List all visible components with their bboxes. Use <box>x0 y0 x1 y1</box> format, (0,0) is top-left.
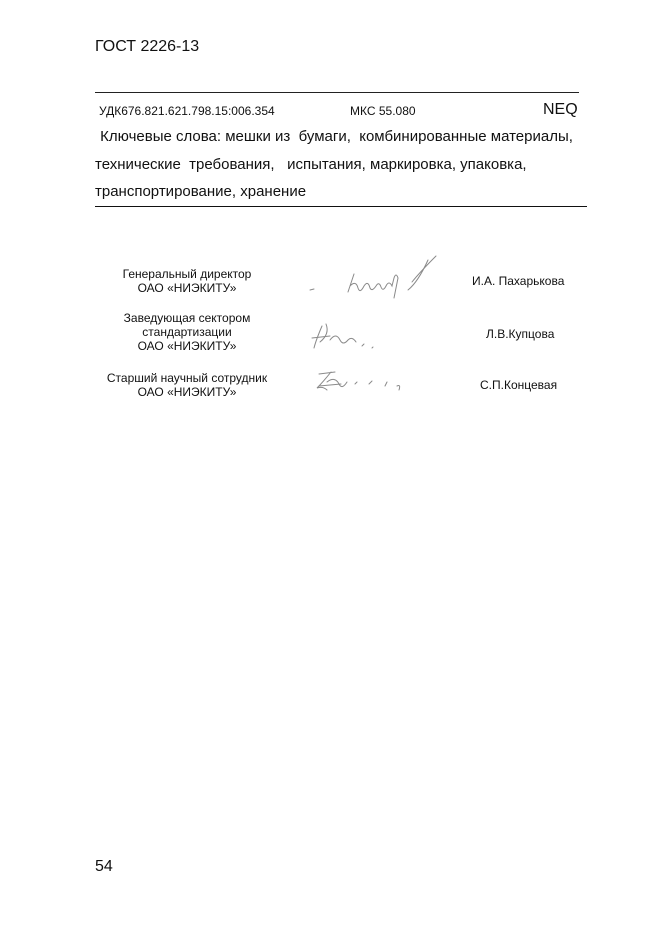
udk-code: УДК676.821.621.798.15:006.354 <box>99 104 275 118</box>
signatory-name-3: С.П.Концевая <box>480 378 558 392</box>
keywords-line-1: Ключевые слова: мешки из бумаги, комбинированные материалы, <box>96 128 573 145</box>
top-divider <box>95 92 579 93</box>
signatory-name-2: Л.В.Купцова <box>486 327 555 341</box>
signatory-role-2 <box>87 311 287 353</box>
signatory-role-1 <box>87 267 287 295</box>
signatory-role-3 <box>87 371 287 399</box>
keywords-line-3: транспортирование, хранение <box>95 183 307 200</box>
document-code: ГОСТ 2226-13 <box>95 38 200 55</box>
role-line: ОАО «НИЭКИТУ» <box>137 385 237 399</box>
role-line: Генеральный директор <box>122 267 252 281</box>
keywords-line-2: технические требования, испытания, маркировка, упаковка, <box>95 156 527 173</box>
role-line: ОАО «НИЭКИТУ» <box>137 339 237 353</box>
role-line: ОАО «НИЭКИТУ» <box>137 281 237 295</box>
page-number: 54 <box>95 858 113 875</box>
equivalence-code: NEQ <box>543 101 578 118</box>
signatory-name-1: И.А. Пахарькова <box>472 274 565 288</box>
role-line: стандартизации <box>142 325 232 339</box>
signature-1 <box>300 252 450 312</box>
bottom-divider <box>95 206 587 207</box>
role-line: Заведующая сектором <box>123 311 251 325</box>
mks-code: МКС 55.080 <box>350 104 416 118</box>
role-line: Старший научный сотрудник <box>106 371 268 385</box>
signature-3 <box>305 360 455 420</box>
